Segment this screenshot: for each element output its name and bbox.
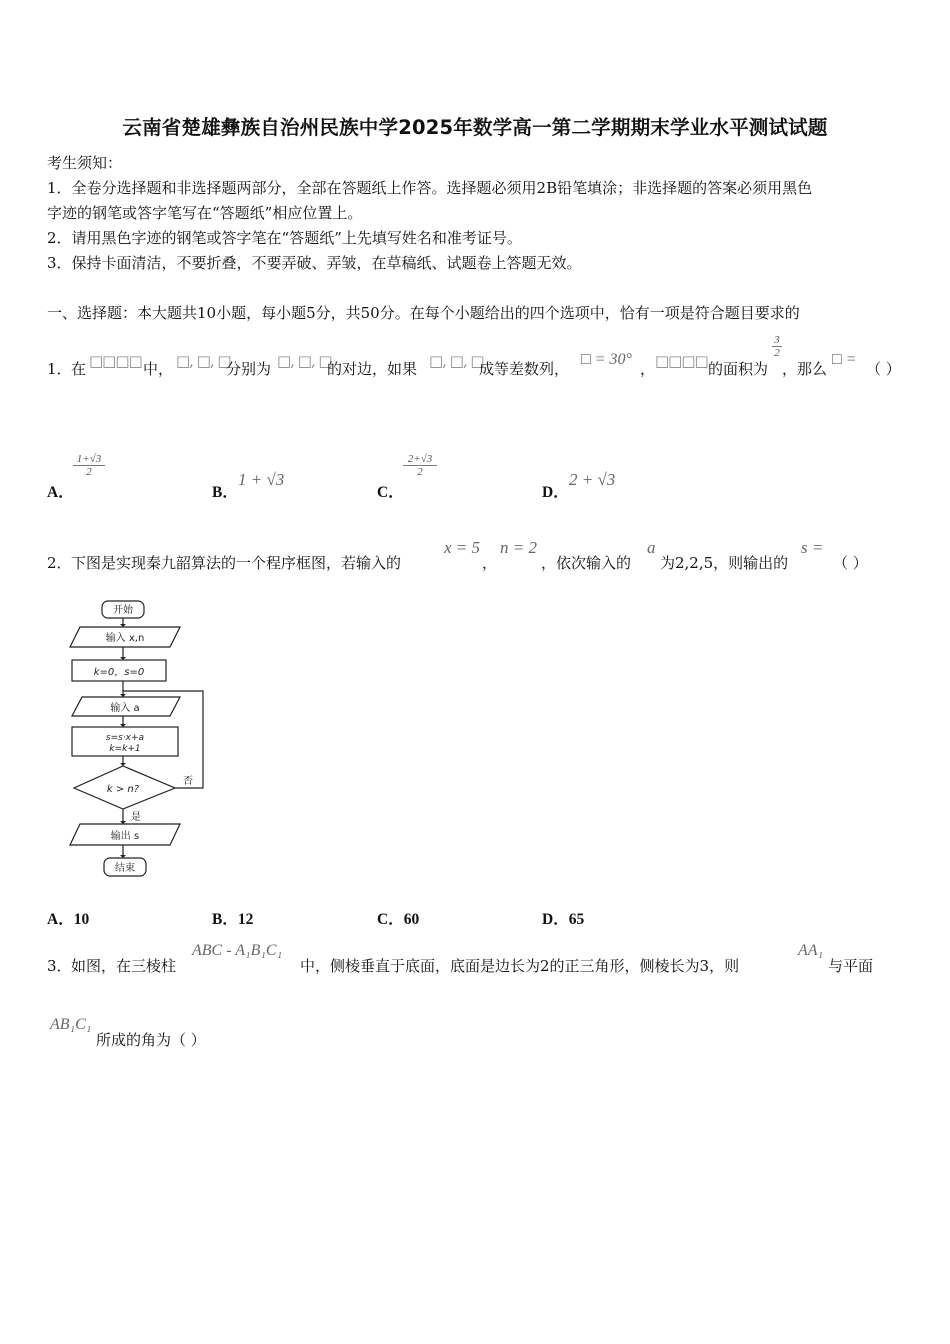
q1-text-1: 在 (71, 360, 87, 378)
q1-option-c-numerator: 2+√3 (403, 453, 437, 466)
q3-plane: AB₁C₁ (50, 1016, 92, 1033)
q2-s-equation: s = (801, 538, 824, 557)
q2-x-equation: x = 5 (444, 538, 481, 557)
q2-option-b-letter: B． (212, 911, 238, 928)
q3-prism: ABC - A₁B₁C₁ (192, 942, 283, 959)
q3-text-1: 如图，在三棱柱 (71, 957, 177, 975)
flow-yes-label: 是 (131, 812, 141, 823)
page-title: 云南省楚雄彝族自治州民族中学2025年数学高一第二学期期末学业水平测试试题 (122, 116, 828, 139)
q1-option-a-value (73, 453, 105, 478)
q1-option-a-numerator: 1+√3 (73, 453, 105, 466)
q2-option-a-letter: A． (47, 911, 74, 928)
q1-sides-placeholder-3: □, □, □ (429, 352, 484, 370)
q3-text-2: 中，侧棱垂直于底面，底面是边长为2的正三角形，侧棱长为3，则 (300, 957, 740, 975)
flow-input-a-label: 输入 a (110, 703, 140, 714)
flow-output-label: 输出 s (110, 831, 140, 842)
q1-text-3: 分别为 (226, 360, 272, 378)
q1-option-d-letter: D． (542, 484, 569, 501)
q1-text-2: 中， (143, 360, 174, 378)
q1-option-c-letter: C． (377, 484, 404, 501)
q1-paren: （ ） (866, 360, 901, 378)
q1-triangle-placeholder: □□□□ (89, 352, 142, 370)
q1-area-fraction (772, 334, 782, 359)
q1-sides-placeholder: □, □, □ (176, 352, 231, 370)
q3-edge: AA₁ (798, 942, 824, 959)
q1-option-c-value (403, 453, 437, 478)
q1-option-a-letter: A． (47, 484, 74, 501)
flow-init-label: k=0，s=0 (93, 667, 145, 678)
q1-unknown-eq: □ = (832, 351, 857, 368)
q1-text-4: 的对边，如果 (327, 360, 418, 378)
q2-flowchart (60, 596, 220, 886)
q2-option-d (542, 907, 584, 929)
q1-text-7: 的面积为 (708, 360, 769, 378)
flow-no-label: 否 (183, 776, 193, 787)
q1-text-6: ， (640, 360, 656, 378)
flow-decision-label: k > n? (106, 784, 140, 795)
q2-option-c-value: 60 (403, 911, 420, 928)
q1-option-d-value: 2 + √3 (569, 470, 616, 489)
q1-sides-placeholder-2: □, □, □ (277, 352, 332, 370)
q1-text-8: ，那么 (782, 360, 828, 378)
q2-comma: ， (482, 554, 498, 572)
q1-option-a-denominator: 2 (86, 466, 92, 478)
q1-option-b-letter: B． (212, 484, 238, 501)
q1-option-b-value: 1 + √3 (238, 470, 285, 489)
flow-update-label-2: k=k+1 (109, 744, 141, 754)
q2-number: 2． (47, 554, 72, 572)
q2-option-d-letter: D． (542, 911, 569, 928)
q2-text-2: ，依次输入的 (541, 554, 632, 572)
notice-item-1-line-2: 字迹的钢笔或答字笔写在“答题纸”相应位置上。 (47, 204, 363, 222)
q2-option-b (212, 907, 253, 929)
q2-option-d-value: 65 (568, 911, 585, 928)
q2-option-c-letter: C． (377, 911, 404, 928)
q3-text-3: 与平面 (828, 957, 874, 975)
notice-item-2: 2．请用黑色字迹的钢笔或答字笔在“答题纸”上先填写姓名和准考证号。 (47, 229, 522, 247)
notice-heading: 考生须知： (47, 154, 123, 172)
q1-angle-condition: □ = 30° (581, 351, 632, 368)
flow-end-label: 结束 (115, 863, 135, 874)
notice-item-3: 3．保持卡面清洁，不要折叠，不要弄破、弄皱，在草稿纸、试题卷上答题无效。 (47, 254, 582, 272)
q1-text-5: 成等差数列， (479, 360, 570, 378)
q2-n-equation: n = 2 (500, 538, 537, 557)
notice-item-1-line-1: 1．全卷分选择题和非选择题两部分，全部在答题纸上作答。选择题必须用2B铅笔填涂；非选择题的答案必须用黑色 (47, 179, 813, 197)
q2-option-b-value: 12 (237, 911, 254, 928)
q2-option-a (47, 907, 89, 929)
flow-start-label: 开始 (113, 605, 133, 616)
q2-a-variable: a (647, 538, 656, 557)
q1-area-denominator: 2 (774, 347, 780, 359)
section-heading: 一、选择题：本大题共10小题，每小题5分，共50分。在每个小题给出的四个选项中，恰有一项是符合题目要求的 (47, 304, 800, 322)
q2-option-a-value: 10 (73, 911, 90, 928)
q1-number: 1． (47, 360, 72, 378)
q1-option-c-denominator: 2 (417, 466, 423, 478)
q2-text-1: 下图是实现秦九韶算法的一个程序框图，若输入的 (71, 554, 402, 572)
q2-paren: （ ） (833, 554, 868, 572)
q1-area-numerator: 3 (772, 334, 782, 347)
q3-text-4: 所成的角为（ ） (96, 1031, 206, 1049)
q3-number: 3． (47, 957, 72, 975)
q2-text-3: 为2,2,5，则输出的 (660, 554, 789, 572)
flow-update-label-1: s=s·x+a (105, 733, 145, 743)
q1-triangle-placeholder-2: □□□□ (655, 352, 708, 370)
flow-input-xn-label: 输入 x,n (105, 633, 145, 644)
q2-option-c (377, 907, 419, 929)
